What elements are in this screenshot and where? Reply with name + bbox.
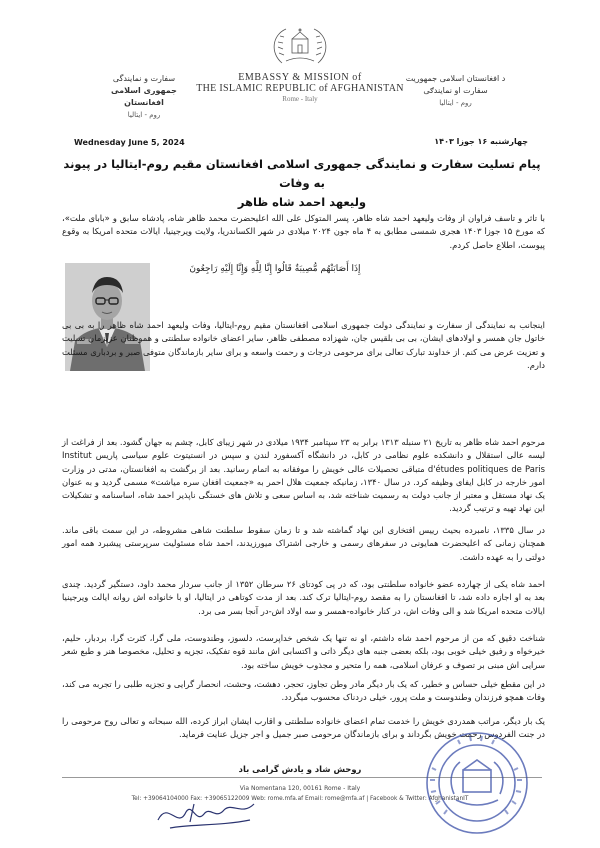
date-english: Wednesday June 5, 2024 bbox=[74, 138, 185, 147]
embassy-title-line3: Rome - Italy bbox=[282, 95, 318, 103]
date-persian: چهارشنبه ۱۶ جوزا ۱۴۰۳ bbox=[434, 137, 528, 146]
paragraph-prayer: یک بار دیگر، مراتب همدردی خویش را خدمت تمام اعضای خانواده سلطنتی و اقارب ایشان ابراز کرده، الله سبحانه و تعالی روح مرحومی را در جنت الفردوس رحمت خویش بگرداند و برای بازماندگان مرحومی صبر جمیل و اجر جزیل عنایت فرماید. bbox=[62, 716, 545, 740]
header-dari bbox=[104, 73, 184, 121]
letter-title bbox=[62, 155, 542, 212]
header-pashto-line: روم - ایتالیا bbox=[439, 99, 472, 107]
header-dari-line: روم - ایتالیا bbox=[127, 111, 161, 119]
embassy-title-line1: EMBASSY & MISSION of bbox=[238, 72, 362, 83]
paragraph-condolence: اینجانب به نمایندگی از سفارت و نمایندگی دولت جمهوری اسلامی افغانستان مقیم روم-ایتالیا، وفات ولیعهد احمد شاه ظاهر را به بی بی خاتول جان همسر و اولادهای ایشان، بی بی بلقیس جان، شهزاده مصطفی ظاهر، سایر اعضای خانواده سلطنتی و هموطنان عزیزمان تسلیت و تعزیت عرض می کنم. از خداوند تبارک تعالی برای مرحومی درجات و رحمت واسعه و برای سایر بازماندگان متوفی صبر و بردباری مسئلت دارم. bbox=[62, 320, 545, 370]
closing-line: روحش شاد و یادش گرامی باد bbox=[238, 764, 362, 774]
embassy-title bbox=[175, 72, 425, 103]
header-dari-line: جمهوری اسلامی افغانستان bbox=[111, 86, 177, 107]
paragraph-service: در سال ۱۳۳۵، نامبرده بحیث رییس افتخاری این نهاد گماشته شد و تا زمان سقوط سلطنت شاهی مشروطه، در این سمت باقی ماند. همچنان زمانی که اعلیحضرت همایونی در سفرهای رسمی و خارجی اشتراک میورزیدند، احمد شاه مسئولیت سرپرستی پیشبرد همه امور دولتی را به عهده داشت. bbox=[62, 525, 545, 562]
afghan-emblem-icon bbox=[262, 25, 338, 65]
header-pashto bbox=[403, 73, 508, 109]
quran-verse: إِذَا أَصَابَتْهُم مُّصِيبَةٌ قَالُوا إِنَّا لِلَّهِ وَإِنَّا إِلَيْهِ رَاجِعُونَ bbox=[189, 264, 361, 274]
paragraph-exile: احمد شاه یکی از چهارده عضو خانواده سلطنتی بود، که در پی کودتای ۲۶ سرطان ۱۳۵۲ از جانب سردار محمد داود، دستگیر گردید. چندی بعد به او اجازه داده شد، تا افغانستان را به مقصد روم-ایتالیا ترک کند. بعد از مدت کوتاهی در ایتالیا، او با خانواده اش روانه ایالت ویرجینیا ایالات متحده امریکا شد و الی وفات اش، در کنار خانواده-همسر و سه اولاد اش-در آنجا بسر می برد. bbox=[62, 579, 545, 616]
embassy-seal-icon bbox=[418, 728, 536, 838]
paragraph-intro: با تاثر و تاسف فراوان از وفات ولیعهد احمد شاه ظاهر، پسر المتوکل علی الله اعلیحضرت محمد ظاهر شاه، پادشاه سابق و «بابای ملت»، که مورخ ۱۵ جوزا ۱۴۰۳ هجری شمسی مطابق به ۴ ماه جون ۲۰۲۴ میلادی در شهر الکساندریا، ولایت ویرجینیا، ایالات متحده امریکا به وقوع پیوست، اطلاع حاصل کردم. bbox=[62, 213, 545, 250]
letter-title-line: پیام تسلیت سفارت و نمایندگی جمهوری اسلامی افغانستان مقیم روم-ایتالیا در پیوند به وفات bbox=[63, 157, 541, 190]
paragraph-character: شناخت دقیق که من از مرحوم احمد شاه داشتم، او نه تنها یک شخص خداپرست، دلسوز، وطندوست، ملی گرا، کثرت گرا، بردبار، حلیم، خیرخواه و رفیق خیلی خوبی بود، بلکه بعضی جنبه های دیگر ذاتی و اکتسابی اش مانند قوه تفکیک، تجزیه و تحلیل، مخصوصا هنر و طبع شعر سرایی اش مبنی بر تصوف و عرفان اسلامی، همه را متحیر و مجذوب خویش ساخته بود. bbox=[62, 633, 545, 670]
signature-icon bbox=[150, 790, 260, 838]
header-pashto-line: د افغانستان اسلامی جمهوریت bbox=[405, 74, 506, 83]
header-pashto-line: سفارت او نمایندګی bbox=[423, 86, 488, 95]
paragraph-context: در این مقطع خیلی حساس و خطیر، که یک بار دیگر مادر وطن تجاوز، تحجر، دهشت، وحشت، انحصار گرایی و تجزیه طلبی را تجربه می کند، وفات همچو فرزندان وطندوست و ملت پرور، خیلی دردناک محسوب میگردد. bbox=[62, 679, 545, 703]
paragraph-biography: مرحوم احمد شاه ظاهر به تاریخ ۲۱ سنبله ۱۳۱۳ برابر به ۲۳ سپتامبر ۱۹۳۴ میلادی در شهر زیبای کابل، چشم به جهان گشود. بعد از فراغت از لیسه عالی استقلال و دانشکده علوم نظامی در کابل، در دانشگاه آکسفورد لندن و سپس در انستیتوت علوم سیاسی پاریس Institut d'études politiques de Paris متباقی تحصیلات عالی خویش را موفقانه به اتمام رسانید. بعد از برگشت به افغانستان، مدتی در وزارت امور خارجه در کابل ایفای وظیفه کرد. در سال ۱۳۴۰، زمانیکه جمعیت هلال احمر به «جمعیت افغان سره میاشت» مسمی گردید و به عنوان یک نهاد مستقل و معتبر از جانب دولت به رسمیت شناخته شد، به اساس سعی و تلاش های خستگی ناپذیر احمد شاه، اساسنامه و تشکیلات این نهاد تهیه و ترتیب گردید. bbox=[62, 437, 546, 514]
embassy-title-line2: THE ISLAMIC REPUBLIC of AFGHANISTAN bbox=[196, 83, 404, 94]
footer-contact: Tel: +39064104000 Fax: +39065122009 Web: rome.mfa.af Email: rome@mfa.af | Facebook & Twitter: AfghanistanIT bbox=[131, 796, 469, 802]
footer-address: Via Nomentana 120, 00161 Rome - Italy bbox=[239, 785, 361, 792]
letter-title-line: ولیعهد احمد شاه ظاهر bbox=[237, 195, 367, 209]
header-dari-line: سفارت و نمایندگی bbox=[112, 74, 176, 83]
